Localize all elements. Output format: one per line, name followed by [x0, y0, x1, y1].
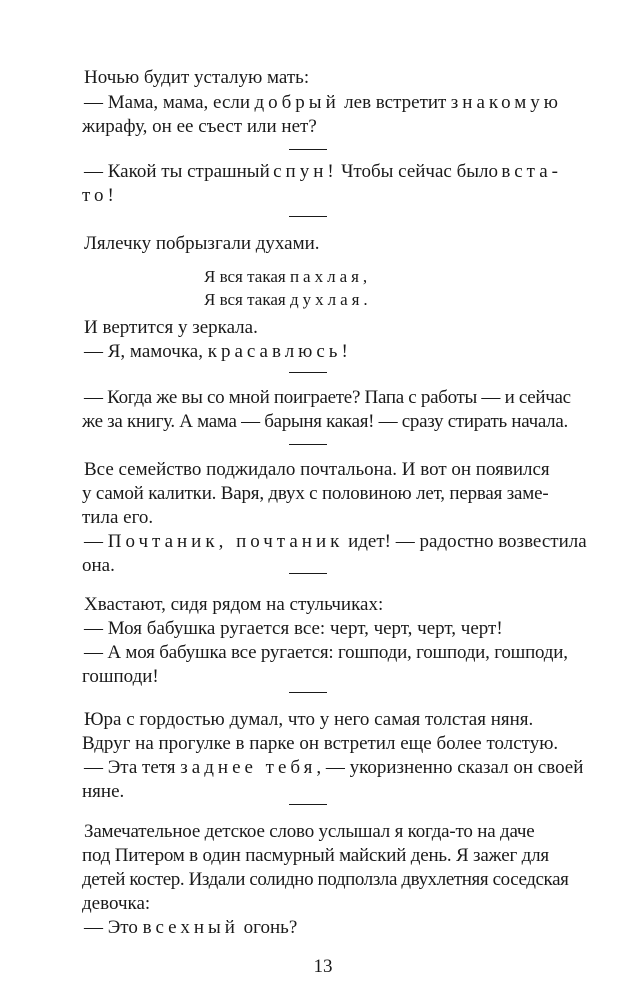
emphasis-text: спун!	[273, 161, 338, 182]
section-divider	[289, 372, 327, 373]
text-line: И вертится у зеркала.	[84, 317, 258, 338]
text: Я вся такая	[204, 267, 290, 286]
text-line	[84, 160, 562, 184]
emphasis-text: духлая.	[289, 290, 372, 309]
text-line: жирафу, он ее съест или нет?	[82, 116, 317, 137]
emphasis-text: всехный	[142, 917, 239, 938]
text-line: Лялечку побрызгали духами.	[84, 233, 320, 254]
text: Я вся такая	[204, 290, 290, 309]
text-line: — А моя бабушка все ругается: гошподи, гошподи, гошподи,	[84, 642, 568, 663]
text: — Это	[84, 917, 143, 938]
section-divider	[289, 573, 327, 574]
text-line	[84, 340, 562, 364]
page-number: 13	[313, 956, 333, 977]
text-line: детей костер. Издали солидно подползла двухлетняя соседская	[82, 869, 569, 890]
text-line: Замечательное детское слово услышал я когда-то на даче	[84, 821, 535, 842]
text-line: Все семейство поджидало почтальона. И вот он появился	[84, 459, 550, 480]
poem-line	[204, 266, 371, 288]
text-line	[84, 530, 587, 554]
text-line	[84, 66, 562, 90]
section-divider	[289, 216, 327, 217]
text: — Я, мамочка,	[84, 341, 208, 362]
text: —	[84, 531, 108, 552]
text-line: няне.	[82, 781, 125, 802]
section-divider	[289, 149, 327, 150]
section-divider	[289, 444, 327, 445]
text: , — укоризненно сказал он своей	[316, 757, 584, 778]
emphasis-text: то!	[82, 185, 118, 206]
text: — Мама, мама, если	[84, 92, 251, 113]
text-line: — Моя бабушка ругается все: черт, черт, черт, черт!	[84, 618, 503, 639]
poem-line	[204, 289, 372, 311]
text-line	[84, 91, 562, 115]
text-line: у самой калитки. Варя, двух с половиною лет, первая заме-	[82, 483, 549, 504]
emphasis-text: Почтаник, почтаник	[107, 531, 344, 552]
text-line: же за книгу. А мама — барыня какая! — сразу стирать начала.	[82, 411, 568, 432]
text: лев встретит	[344, 92, 447, 113]
section-divider	[289, 804, 327, 805]
text-line	[84, 916, 562, 940]
emphasis-text: заднее тебя	[180, 757, 317, 778]
emphasis-text: красавлюсь!	[207, 341, 352, 362]
text: Чтобы сейчас было	[341, 161, 499, 182]
text-line: под Питером в один пасмурный майский день. Я зажег для	[82, 845, 549, 866]
text-line: Вдруг на прогулке в парке он встретил еще более толстую.	[82, 733, 559, 754]
text-line: девочка:	[82, 893, 151, 914]
text: идет! — радостно возвестила	[343, 531, 587, 552]
emphasis-text: вста-	[501, 161, 562, 182]
text-line: Хвастают, сидя рядом на стульчиках:	[84, 594, 384, 615]
text: Ночью будит усталую мать:	[84, 67, 310, 88]
text-line: она.	[82, 555, 115, 576]
emphasis-text: пахлая,	[289, 267, 372, 286]
text-line: тила его.	[82, 507, 154, 528]
text: — Эта тетя	[84, 757, 181, 778]
emphasis-text: добрый	[254, 92, 340, 113]
text-line: гошподи!	[82, 666, 159, 687]
text-line: — Когда же вы со мной поиграете? Папа с работы — и сейчас	[84, 387, 571, 408]
text: огонь?	[238, 917, 298, 938]
section-divider	[289, 692, 327, 693]
text: — Какой ты страшный	[84, 161, 270, 182]
emphasis-text: знакомую	[450, 92, 562, 113]
text-line: Юра с гордостью думал, что у него самая толстая няня.	[84, 709, 534, 730]
text-line	[84, 756, 584, 780]
